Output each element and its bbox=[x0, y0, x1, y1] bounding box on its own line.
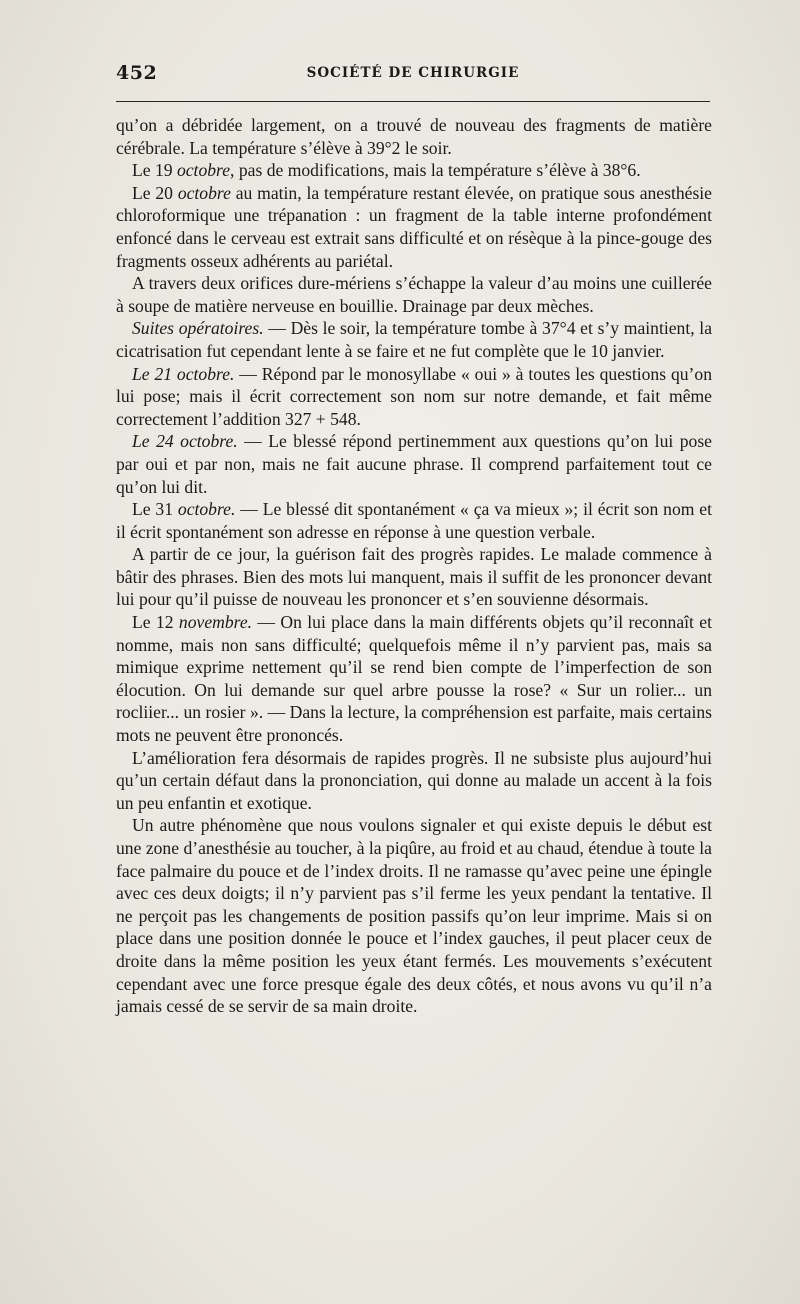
paragraph: Le 12 novembre. — On lui place dans la main différents objets qu’il reconnaît et nomme, mais non sans difficulté; quelquefois même il n’y parvient pas, mais sa mimique exprime nettement qu’il se rend bien compte de l’imperfection de son élocution. On lui demande sur quel arbre pousse la rose? « Sur un rolier... un rocliier... un rosier ». — Dans la lecture, la compréhension est parfaite, mais certains mots ne peuvent être prononcés. bbox=[116, 612, 713, 746]
paragraph: qu’on a débridée largement, on a trouvé de nouveau des fragments de matière cérébrale. La température s’élève à 39°2 le soir. bbox=[116, 115, 712, 158]
page-number: 452 bbox=[116, 62, 158, 84]
paragraph: Le 31 octobre. — Le blessé dit spontanément « ça va mieux »; il écrit son nom et il écrit spontanément son adresse en réponse à une question verbale. bbox=[116, 499, 712, 542]
paragraph: Le 20 octobre au matin, la température restant élevée, on pratique sous anesthésie chloroformique une trépanation : un fragment de la table interne profondément enfoncé dans le cerveau est extrait sans difficulté et on résèque à la pince-gouge des fragments osseux adhérents au pariétal. bbox=[116, 182, 712, 271]
paragraph: Un autre phénomène que nous voulons signaler et qui existe depuis le début est une zone d’anesthésie au toucher, à la piqûre, au froid et au chaud, étendue à toute la face palmaire du pouce et de l’index droits. Il ne ramasse qu’avec peine une épingle avec ces deux doigts; il n’y parvient pas s’il ferme les yeux pendant la tentative. Il ne perçoit pas les changements de position passifs qu’on leur imprime. Mais si on place dans une position donnée le pouce et l’index gauches, il peut placer ceux de droite dans la même position les yeux étant fermés. Les mouvements s’exécutent cependant avec une force presque égale des deux côtés, et nous avons vu qu’il n’a jamais cessé de se servir de sa main droite. bbox=[116, 815, 712, 1017]
paragraph: Suites opératoires. — Dès le soir, la température tombe à 37°4 et s’y maintient, la cicatrisation fut cependant lente à se faire et ne fut complète que le 10 janvier. bbox=[116, 318, 713, 361]
body-text bbox=[116, 114, 712, 1018]
paragraph: Le 24 octobre. — Le blessé répond pertinemment aux questions qu’on lui pose par oui et par non, mais ne fait aucune phrase. Il comprend parfaitement tout ce qu’on lui dit. bbox=[116, 431, 712, 497]
paragraph: A travers deux orifices dure-mériens s’échappe la valeur d’au moins une cuillerée à soupe de matière nerveuse en bouillie. Drainage par deux mèches. bbox=[116, 273, 712, 316]
running-title: SOCIÉTÉ DE CHIRURGIE bbox=[306, 65, 520, 81]
header-rule bbox=[116, 101, 710, 102]
page-header bbox=[116, 62, 710, 86]
paragraph: Le 21 octobre. — Répond par le monosyllabe « oui » à toutes les questions qu’on lui pose; mais il écrit correctement son nom sur notre demande, et fait même correctement l’addition 327 + 548. bbox=[116, 363, 712, 429]
paragraph: L’amélioration fera désormais de rapides progrès. Il ne subsiste plus aujourd’hui qu’un certain défaut dans la prononciation, qui donne au malade un accent à la fois un peu enfantin et exotique. bbox=[116, 747, 712, 813]
paragraph: Le 19 octobre, pas de modifications, mais la température s’élève à 38°6. bbox=[132, 160, 641, 181]
paragraph: A partir de ce jour, la guérison fait des progrès rapides. Le malade commence à bâtir des phrases. Bien des mots lui manquent, mais il suffit de les prononcer devant lui pour qu’il puisse de nouveau les prononcer et s’en souvienne désormais. bbox=[116, 544, 712, 610]
